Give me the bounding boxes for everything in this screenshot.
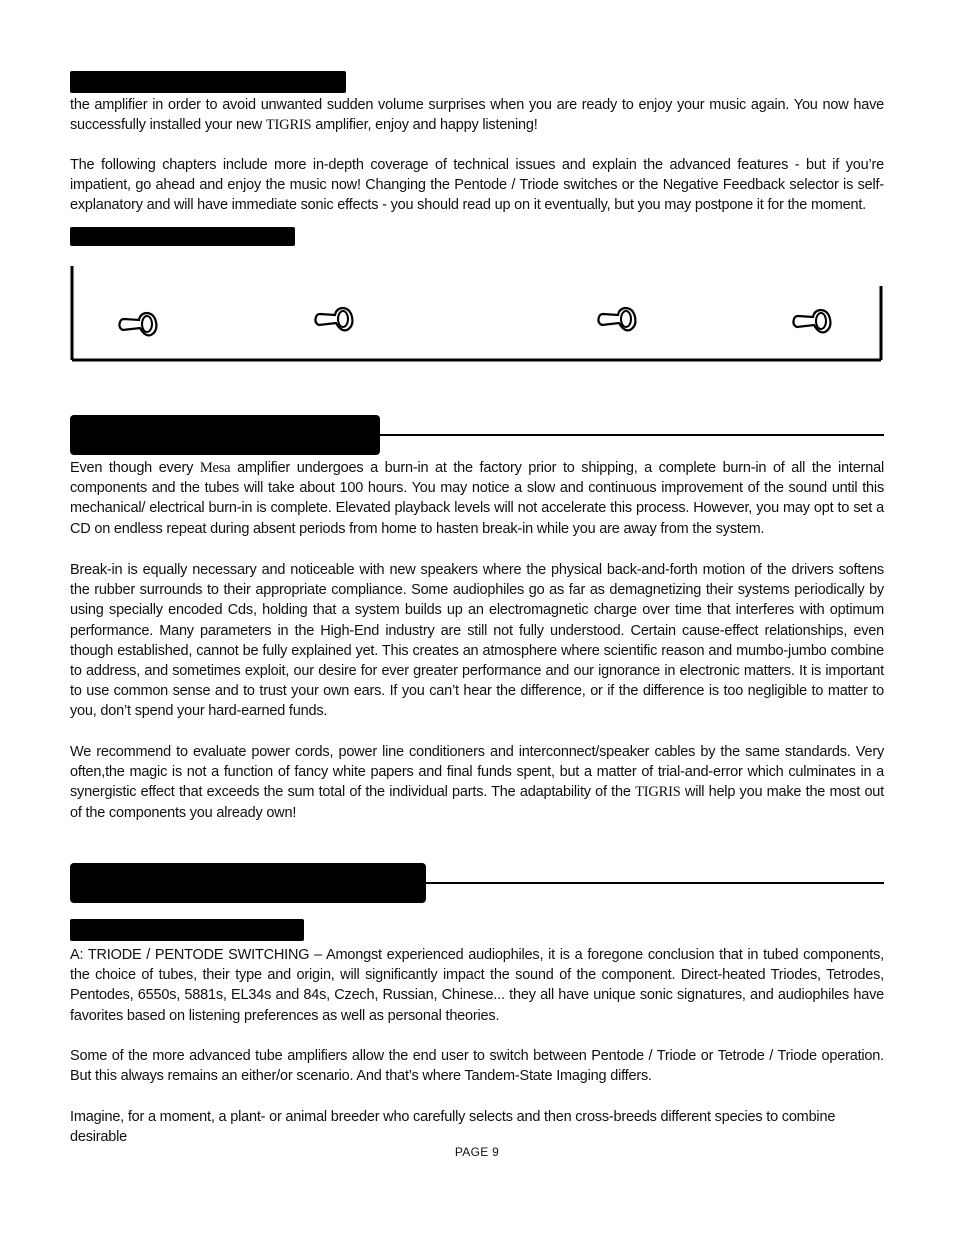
page-number: PAGE 9 — [454, 1145, 500, 1159]
paragraph: the amplifier in order to avoid unwanted sudden volume surprises when you are ready to enjoy your music again. You now have successfully installed your new TIGRIS amplifier, enjoy and happy listening! — [70, 97, 884, 134]
brand-name: TIGRIS — [265, 117, 312, 134]
paragraph: The following chapters include more in-depth coverage of technical issues and explain the advanced features - but if you’re impatient, go ahead and enjoy the music now! Changing the Pentode / Triode switches or the Negative Feedback selector is self-explanatory and will have immediate sonic effects - you should read up on it eventually, but you may postpone it for the moment. — [70, 157, 884, 214]
section-rule — [380, 434, 884, 436]
toggle-switch-icon — [595, 304, 639, 334]
section-heading-bar — [70, 415, 380, 455]
paragraph: Break-in is equally necessary and noticeable with new speakers where the physical back-and-forth motion of the drivers softens the rubber surrounds to their appropriate compliance. Some audiophiles go as far as demagnetizing their systems periodically by using specially encoded Cds, holding that a system builds up an electromagnetic charge over time that interferes with optimum performance. Many parameters in the High-End industry are still not fully understood. Certain cause-effect relationships, even though established, cannot be fully explained yet. This creates an atmosphere where scientific reason and mumbo-jumbo combine to address, and sometimes exploit, our desire for ever greater performance and our ignorance in electronic matters. It is important to use common sense and to trust your own ears. If you can’t hear the difference, or if the difference is too negligible to matter to you, don’t spend your hard-earned funds. — [70, 562, 884, 720]
section-heading-bar — [70, 71, 346, 93]
paragraph: Some of the more advanced tube amplifiers allow the end user to switch between Pentode / Triode or Tetrode / Triode operation. But this always remains an either/or scenario. And that’s where Tandem-State Imaging differs. — [70, 1048, 884, 1085]
section-rule — [426, 882, 884, 884]
toggle-switch-icon — [790, 306, 834, 336]
toggle-switch-icon — [116, 309, 160, 339]
paragraph: A: TRIODE / PENTODE SWITCHING – Amongst experienced audiophiles, it is a foregone conclusion that in tubed components, the choice of tubes, their type and origin, will significantly impact the sound of the component. Direct-heated Triodes, Tetrodes, Pentodes, 6550s, 5881s, EL34s and 84s, Czech, Russian, Chinese... they all have unique sonic signatures, and audiophiles have favorites based on listening preferences as well as personal theories. — [70, 947, 884, 1024]
switch-panel — [70, 264, 884, 364]
brand-name: TIGRIS — [635, 784, 681, 801]
switch-panel-frame — [70, 264, 884, 364]
subsection-heading-bar — [70, 919, 304, 941]
paragraph: Imagine, for a moment, a plant- or animal breeder who carefully selects and then cross-breeds different species to combine desirable — [70, 1109, 836, 1146]
section-heading-bar — [70, 863, 426, 903]
brand-name: Mesa — [199, 460, 231, 476]
section-heading-bar — [70, 227, 295, 246]
paragraph: Even though every Mesa amplifier undergoes a burn-in at the factory prior to shipping, a complete burn-in of all the internal components and the tubes will take about 100 hours. You may notice a slow and continuous improvement of the sound until this mechanical/ electrical burn-in is complete. Elevated playback levels will not accelerate this process. However, you may opt to set a CD on endless repeat during absent periods from home to hasten break-in while you are away from the system. — [70, 460, 885, 537]
toggle-switch-icon — [312, 304, 356, 334]
paragraph: We recommend to evaluate power cords, power line conditioners and interconnect/speaker cables by the same standards. Very often,the magic is not a function of fancy white papers and final funds spent, but a matter of trial-and-error which culminates in a synergistic effect that exceeds the sum total of the individual parts. The adaptability of the TIGRIS will help you make the most out of the components you already own! — [70, 744, 885, 821]
